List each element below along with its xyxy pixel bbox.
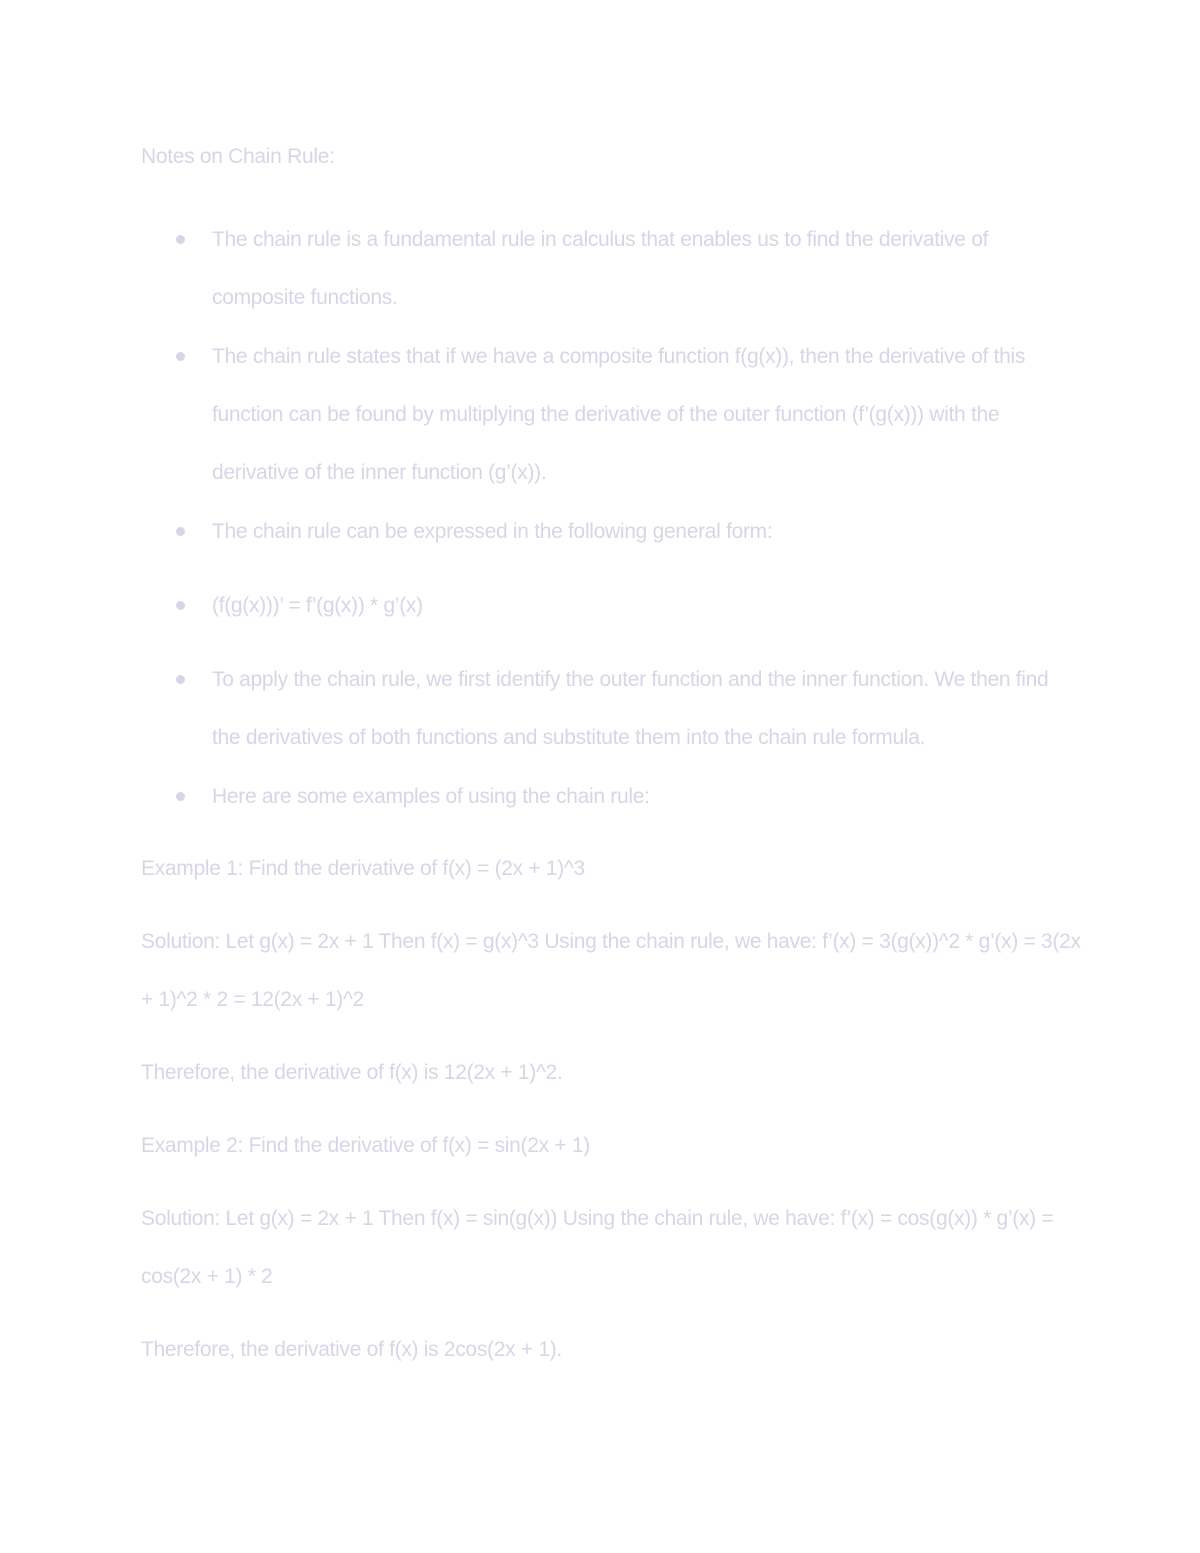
bullet-dot-icon bbox=[176, 527, 185, 536]
bullet-item bbox=[141, 503, 1081, 561]
example-1-solution: Solution: Let g(x) = 2x + 1 Then f(x) = g(x)^3 Using the chain rule, we have: f’(x) = 3(g(x))^2 * g’(x) = 3(2x + 1)^2 * 2 = 12(2x + 1)^2 bbox=[141, 930, 1081, 1011]
bullet-item-formula bbox=[141, 577, 1081, 635]
example-2-conclusion: Therefore, the derivative of f(x) is 2cos(2x + 1). bbox=[141, 1338, 562, 1361]
notes-heading: Notes on Chain Rule: bbox=[141, 145, 335, 168]
bullet-text: The chain rule can be expressed in the following general form: bbox=[212, 520, 773, 543]
bullet-text: The chain rule states that if we have a composite function f(g(x)), then the derivative of this function can be found by multiplying the derivative of the outer function (f’(g(x))) with the derivative of the inner function (g’(x)). bbox=[212, 345, 1026, 484]
bullet-dot-icon bbox=[176, 235, 185, 244]
bullet-text: (f(g(x)))’ = f’(g(x)) * g’(x) bbox=[212, 594, 423, 617]
bullet-dot-icon bbox=[176, 675, 185, 684]
example-2-title: Example 2: Find the derivative of f(x) = sin(2x + 1) bbox=[141, 1134, 590, 1157]
example-1-conclusion: Therefore, the derivative of f(x) is 12(2x + 1)^2. bbox=[141, 1061, 563, 1084]
bullet-item bbox=[141, 768, 1081, 826]
bullet-item bbox=[141, 211, 1081, 327]
bullet-list bbox=[141, 211, 1081, 826]
bullet-dot-icon bbox=[176, 792, 185, 801]
bullet-text: To apply the chain rule, we first identify the outer function and the inner function. We then find the derivatives of both functions and substitute them into the chain rule formula. bbox=[212, 668, 1049, 749]
example-2-solution: Solution: Let g(x) = 2x + 1 Then f(x) = sin(g(x)) Using the chain rule, we have: f’(x) = cos(g(x)) * g’(x) = cos(2x + 1) * 2 bbox=[141, 1207, 1054, 1288]
bullet-item bbox=[141, 651, 1081, 767]
document-page bbox=[141, 138, 1081, 1379]
bullet-item bbox=[141, 328, 1081, 502]
example-1-title: Example 1: Find the derivative of f(x) = (2x + 1)^3 bbox=[141, 857, 585, 880]
bullet-text: Here are some examples of using the chain rule: bbox=[212, 785, 650, 808]
bullet-text: The chain rule is a fundamental rule in calculus that enables us to find the derivative of composite functions. bbox=[212, 228, 989, 309]
bullet-dot-icon bbox=[176, 352, 185, 361]
bullet-dot-icon bbox=[176, 601, 185, 610]
